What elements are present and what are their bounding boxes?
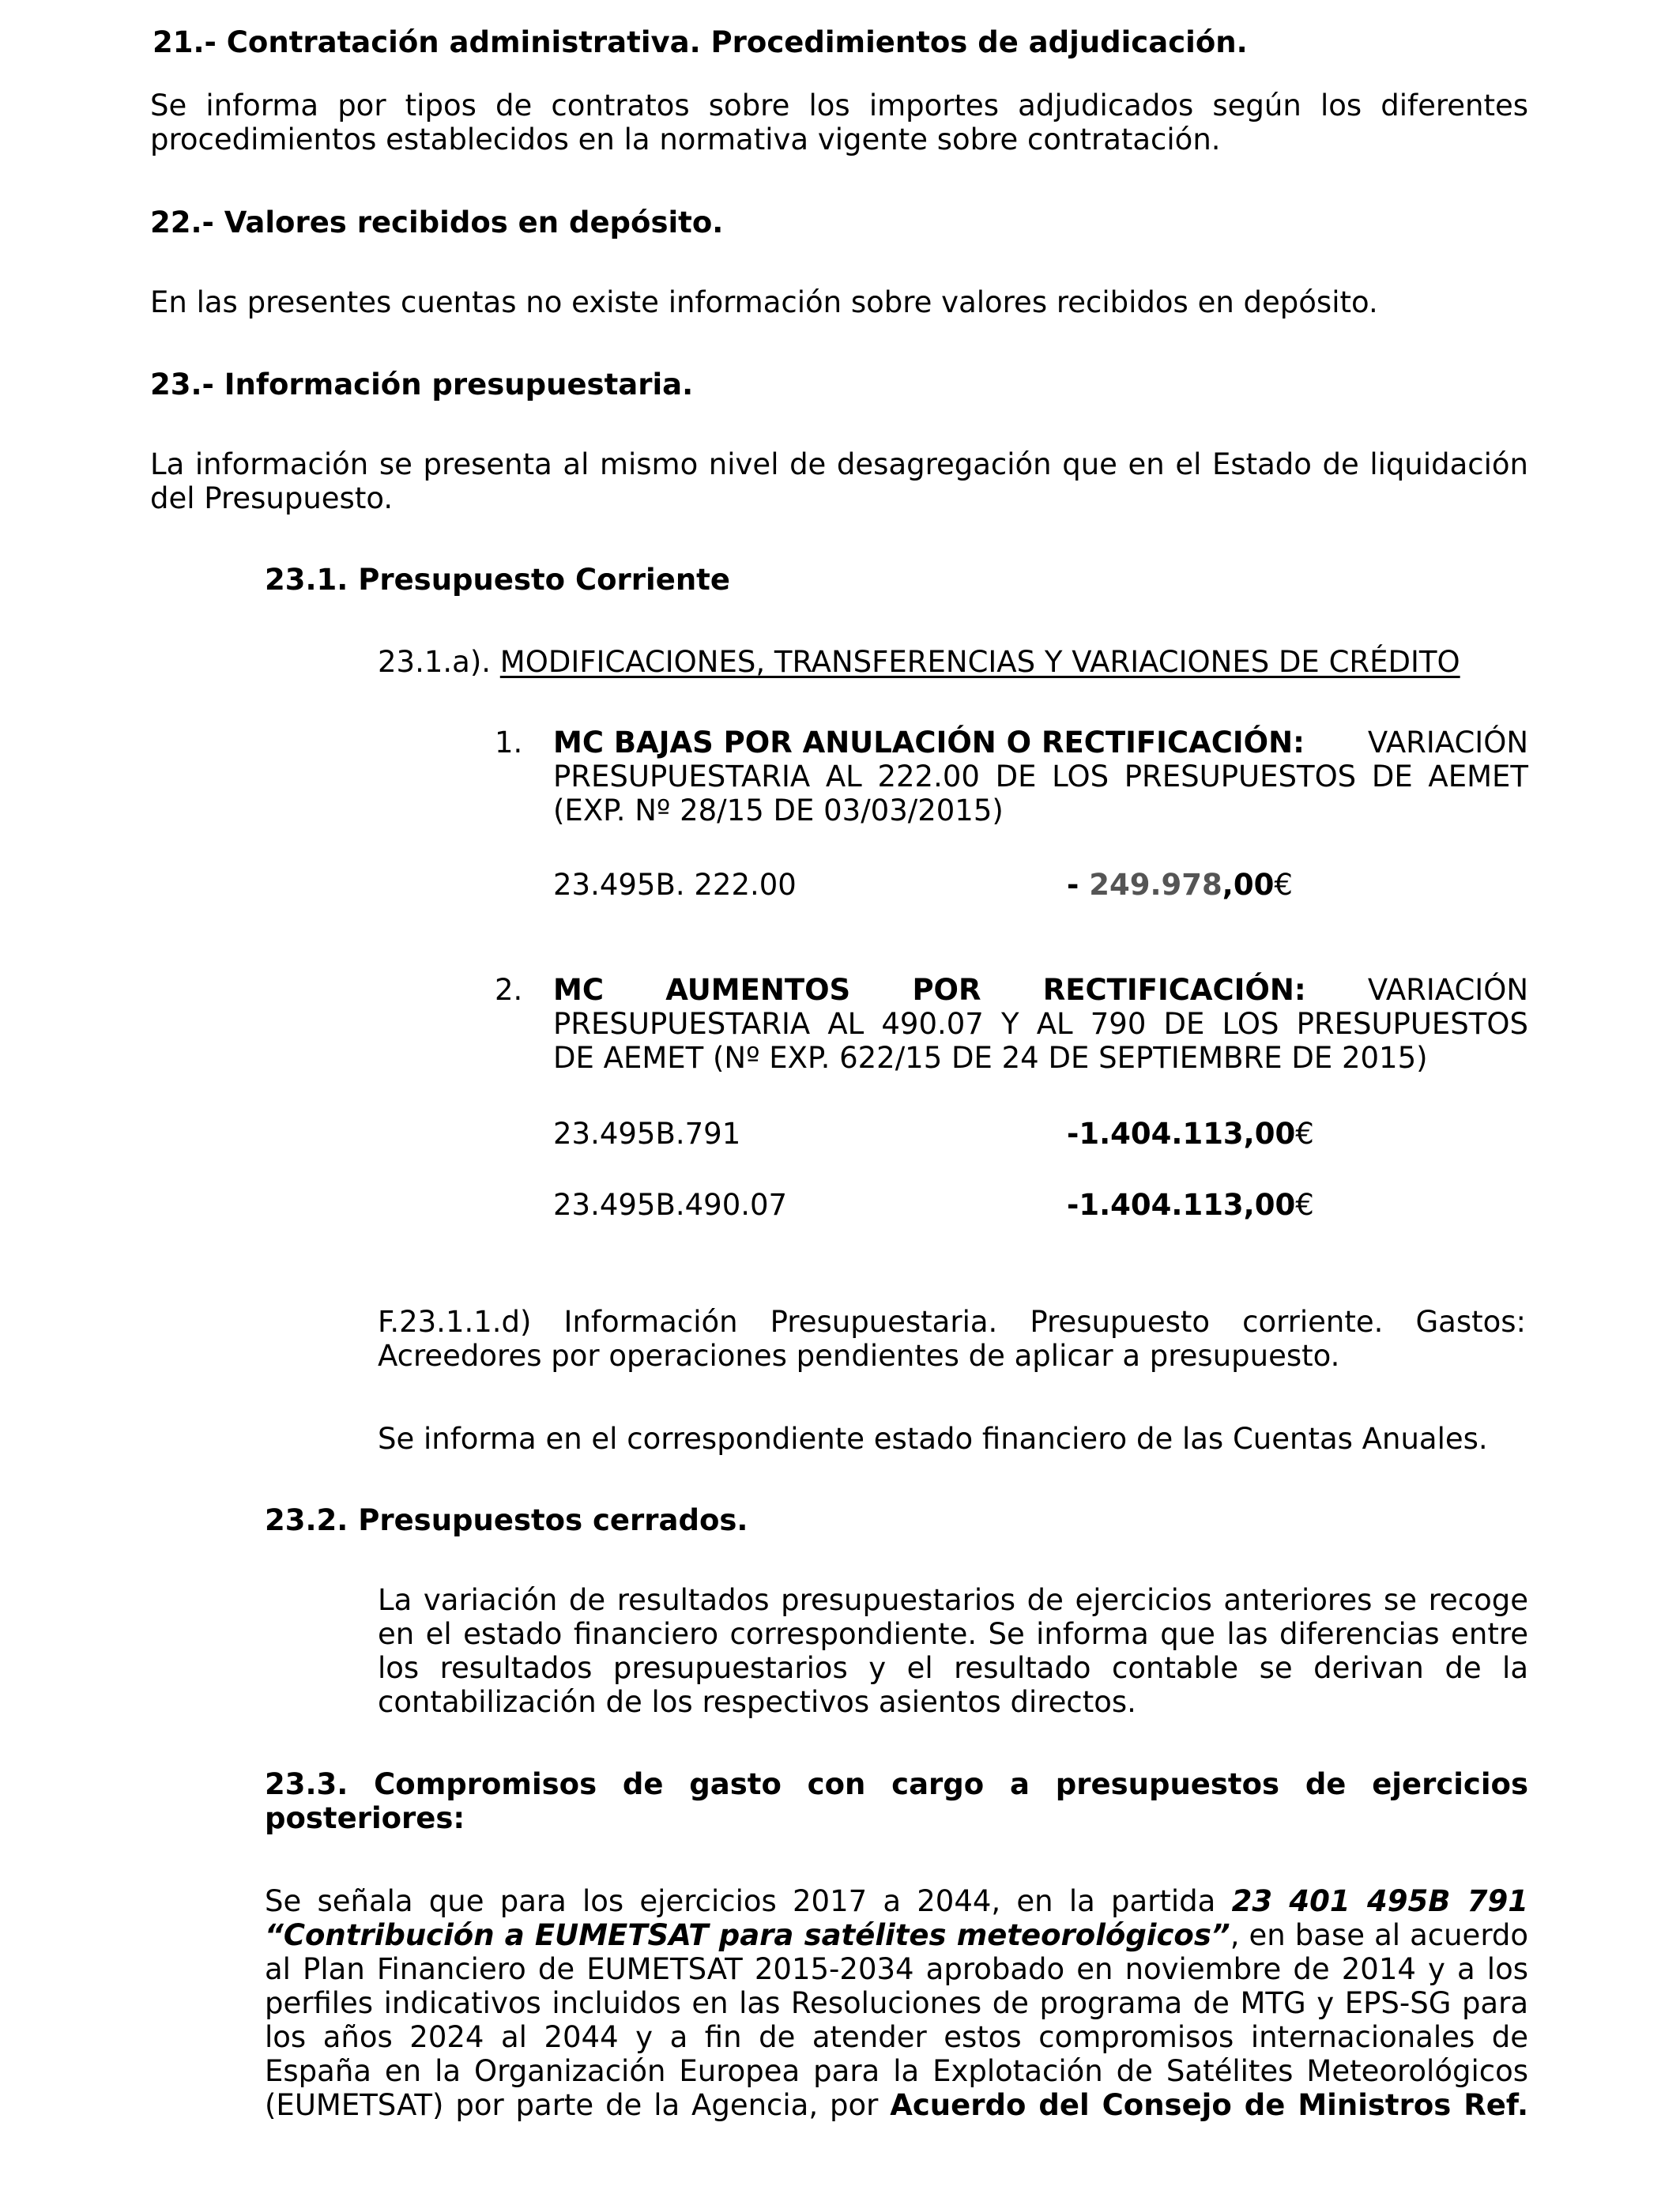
list-item-line: PRESUPUESTARIA AL 222.00 DE LOS PRESUPUESTOS DE AEMET	[553, 760, 1528, 794]
paragraph-line	[265, 1918, 1528, 1952]
paragraph-line: Se informa por tipos de contratos sobre los importes adjudicados según los diferentes	[150, 89, 1528, 123]
list-item-1	[553, 726, 1528, 827]
paragraph-line	[265, 2088, 1528, 2122]
heading-23-1: 23.1. Presupuesto Corriente	[265, 563, 730, 597]
paragraph-line: los años 2024 al 2044 y a fin de atender estos compromisos internacionales de	[265, 2020, 1528, 2054]
list-item-2	[553, 973, 1528, 1075]
amount-prefix: -	[1067, 868, 1090, 902]
paragraph-line: procedimientos establecidos en la normativa vigente sobre contratación.	[150, 123, 1221, 156]
paragraph-line: contabilización de los respectivos asientos directos.	[378, 1685, 1136, 1719]
list-item-line: PRESUPUESTARIA AL 490.07 Y AL 790 DE LOS PRESUPUESTOS	[553, 1007, 1528, 1041]
text-run: Se señala que para los ejercicios 2017 a 2044, en la partida	[265, 1884, 1232, 1918]
subheading-prefix: 23.1.a).	[378, 645, 492, 679]
entry-label: 23.495B.791	[553, 1117, 741, 1151]
heading-line: posteriores:	[265, 1801, 465, 1835]
paragraph-line: La información se presenta al mismo nivel de desagregación que en el Estado de liquidación	[150, 447, 1528, 481]
entry-amount	[1067, 1117, 1314, 1151]
heading-22: 22.- Valores recibidos en depósito.	[150, 205, 724, 239]
amount-currency: €	[1274, 868, 1293, 902]
entry-amount	[1067, 1188, 1314, 1222]
list-item-bold: RECTIFICACIÓN:	[1042, 973, 1306, 1007]
list-item-line	[553, 726, 1528, 760]
text-run: , en base al acuerdo	[1230, 1918, 1529, 1952]
budget-item-ref: 23 401 495B 791	[1231, 1884, 1528, 1918]
paragraph-line: los resultados presupuestarios y el resultado contable se derivan de la	[378, 1651, 1528, 1685]
list-item-line: DE AEMET (Nº EXP. 622/15 DE 24 DE SEPTIEMBRE DE 2015)	[553, 1041, 1428, 1075]
paragraph-line: F.23.1.1.d) Información Presupuestaria. Presupuesto corriente. Gastos:	[378, 1305, 1526, 1339]
paragraph-line	[265, 1884, 1528, 1918]
paragraph-22: En las presentes cuentas no existe información sobre valores recibidos en depósito.	[150, 285, 1378, 319]
list-item-number: 2.	[495, 973, 523, 1007]
list-item-bold: AUMENTOS	[665, 973, 851, 1007]
list-item-bold: POR	[912, 973, 981, 1007]
amount-value: -1.404.113,00	[1067, 1117, 1296, 1151]
list-item-line	[553, 973, 1528, 1007]
amount-value: 249.978	[1089, 868, 1222, 902]
paragraph-line: La variación de resultados presupuestarios de ejercicios anteriores se recoge	[378, 1583, 1528, 1617]
paragraph-line: del Presupuesto.	[150, 481, 394, 515]
heading-23-2: 23.2. Presupuestos cerrados.	[265, 1503, 748, 1537]
paragraph-23-3	[265, 1884, 1528, 2122]
heading-23-3	[265, 1767, 1528, 1835]
list-item-text: VARIACIÓN	[1367, 973, 1528, 1007]
list-item-line: (EXP. Nº 28/15 DE 03/03/2015)	[553, 794, 1004, 827]
subheading-23-1-a	[378, 645, 1460, 679]
entry-label: 23.495B.490.07	[553, 1188, 788, 1222]
amount-currency: €	[1295, 1117, 1314, 1151]
paragraph-line: en el estado financiero correspondiente. Se informa que las diferencias entre	[378, 1617, 1528, 1651]
amount-currency: €	[1295, 1188, 1314, 1222]
paragraph-f-info: Se informa en el correspondiente estado financiero de las Cuentas Anuales.	[378, 1422, 1488, 1456]
list-item-bold: MC BAJAS POR ANULACIÓN O RECTIFICACIÓN:	[553, 726, 1305, 760]
list-item-bold: MC	[553, 973, 604, 1007]
paragraph-line: perfiles indicativos incluidos en las Resoluciones de programa de MTG y EPS-SG para	[265, 1986, 1528, 2020]
paragraph-line: Acreedores por operaciones pendientes de aplicar a presupuesto.	[378, 1339, 1340, 1373]
entry-amount	[1067, 868, 1293, 902]
paragraph-line: al Plan Financiero de EUMETSAT 2015-2034 aprobado en noviembre de 2014 y a los	[265, 1952, 1528, 1986]
paragraph-23-2	[378, 1583, 1528, 1719]
heading-21: 21.- Contratación administrativa. Procedimientos de adjudicación.	[153, 25, 1248, 59]
paragraph-21	[150, 89, 1528, 156]
heading-line: 23.3. Compromisos de gasto con cargo a presupuestos de ejercicios	[265, 1767, 1528, 1801]
subheading-title: MODIFICACIONES, TRANSFERENCIAS Y VARIACIONES DE CRÉDITO	[499, 645, 1460, 679]
text-run: (EUMETSAT) por parte de la Agencia, por	[265, 2088, 891, 2122]
paragraph-23	[150, 447, 1528, 515]
list-item-number: 1.	[495, 726, 523, 760]
heading-23: 23.- Información presupuestaria.	[150, 368, 694, 401]
paragraph-line: España en la Organización Europea para la Explotación de Satélites Meteorológicos	[265, 2054, 1528, 2088]
agreement-ref: Acuerdo del Consejo de Ministros Ref.	[890, 2088, 1528, 2122]
entry-label: 23.495B. 222.00	[553, 868, 797, 902]
budget-item-title: “Contribución a EUMETSAT para satélites meteorológicos”	[265, 1918, 1230, 1952]
amount-value: -1.404.113,00	[1067, 1188, 1296, 1222]
paragraph-f	[378, 1305, 1526, 1373]
amount-suffix: ,00	[1222, 868, 1275, 902]
list-item-text: VARIACIÓN	[1367, 726, 1528, 760]
